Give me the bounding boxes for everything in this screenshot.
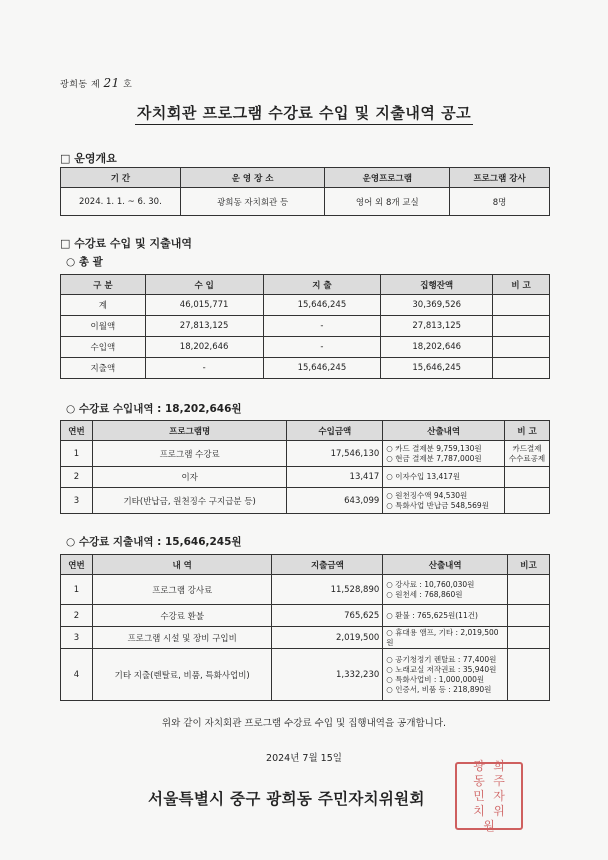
expense-detail-line: ○ 인증서, 비품 등 : 218,890원 xyxy=(386,684,492,694)
income-table xyxy=(60,420,550,514)
expense-name: 프로그램 강사료 xyxy=(92,575,272,605)
overview-table xyxy=(60,167,550,216)
summary-header: 비 고 xyxy=(493,275,550,295)
summary-header: 지 출 xyxy=(263,275,381,295)
expense-note xyxy=(508,605,550,627)
income-details xyxy=(383,467,505,488)
expense-header: 산출내역 xyxy=(383,555,508,575)
expense-table xyxy=(60,554,550,701)
expense-name: 기타 지출(렌탈료, 비품, 특화사업비) xyxy=(92,649,272,701)
expense-note xyxy=(508,627,550,649)
table-row xyxy=(61,488,550,514)
income-no: 3 xyxy=(61,488,93,514)
income-detail-line: ○ 카드 결제분 9,759,130원 xyxy=(386,443,482,453)
table-row xyxy=(61,358,550,379)
income-detail-line: ○ 특화사업 반납금 548,569원 xyxy=(386,500,489,510)
table-row xyxy=(61,337,550,358)
income-no: 1 xyxy=(61,441,93,467)
income-name: 프로그램 수강료 xyxy=(92,441,286,467)
expense-detail-line: ○ 환불 : 765,625원(11건) xyxy=(386,610,478,620)
summary-cell: 27,813,125 xyxy=(381,316,493,337)
income-name: 기타(반납금, 원천징수 구지급분 등) xyxy=(92,488,286,514)
summary-cell: 수입액 xyxy=(61,337,146,358)
expense-amount: 2,019,500 xyxy=(272,627,383,649)
table-row xyxy=(61,627,550,649)
overview-cell: 영어 외 8개 교실 xyxy=(325,188,450,216)
summary-cell: 46,015,771 xyxy=(145,295,263,316)
overview-cell: 2024. 1. 1. ~ 6. 30. xyxy=(61,188,181,216)
seal-glyph: 민 xyxy=(473,788,485,803)
notice-text: 위와 같이 자치회관 프로그램 수강료 수입 및 집행내역을 공개합니다. xyxy=(161,718,447,729)
expense-name: 프로그램 시설 및 장비 구입비 xyxy=(92,627,272,649)
expense-detail-line: ○ 원천세 : 768,860원 xyxy=(386,589,463,599)
doc-number-prefix: 광희동 제 xyxy=(60,80,101,90)
notice-date: 2024년 7월 15일 xyxy=(266,753,342,764)
summary-table xyxy=(60,274,550,379)
expense-detail-line: ○ 노래교실 저작권료 : 35,940원 xyxy=(386,664,497,674)
document-number xyxy=(60,76,132,90)
income-amount: 13,417 xyxy=(287,467,383,488)
expense-header: 내 역 xyxy=(92,555,272,575)
doc-number-suffix: 호 xyxy=(123,80,133,90)
income-name: 이자 xyxy=(92,467,286,488)
expense-detail-line: ○ 특화사업비 : 1,000,000원 xyxy=(386,674,485,684)
income-note xyxy=(505,488,550,514)
summary-cell: 계 xyxy=(61,295,146,316)
overview-header: 운영프로그램 xyxy=(325,168,450,188)
seal-glyph: 치 xyxy=(473,803,485,818)
income-heading: ○ 수강료 수입내역 : 18,202,646원 xyxy=(66,403,242,415)
summary-cell: 15,646,245 xyxy=(263,295,381,316)
expense-note xyxy=(508,575,550,605)
expense-details xyxy=(383,627,508,649)
section-overview-heading: □ 운영개요 xyxy=(60,152,117,165)
expense-detail-line: ○ 공기청정기 렌탈료 : 77,400원 xyxy=(386,654,497,664)
income-header: 산출내역 xyxy=(383,421,505,441)
summary-cell: 18,202,646 xyxy=(381,337,493,358)
income-details xyxy=(383,488,505,514)
income-header: 프로그램명 xyxy=(92,421,286,441)
expense-note xyxy=(508,649,550,701)
summary-cell xyxy=(493,295,550,316)
page-title-text: 자치회관 프로그램 수강료 수입 및 지출내역 공고 xyxy=(135,104,473,125)
seal-glyph: 희 xyxy=(493,758,505,773)
seal-glyph: 자 xyxy=(493,788,505,803)
page-title xyxy=(0,102,608,123)
income-note xyxy=(505,467,550,488)
expense-details xyxy=(383,605,508,627)
expense-detail-line: ○ 휴대용 앰프, 기타 : 2,019,500원 xyxy=(386,627,499,647)
expense-no: 1 xyxy=(61,575,93,605)
seal-glyph: 위 xyxy=(493,803,505,818)
doc-number-value: 21 xyxy=(103,76,120,90)
expense-no: 4 xyxy=(61,649,93,701)
income-details xyxy=(383,441,505,467)
summary-header: 수 입 xyxy=(145,275,263,295)
income-header: 비 고 xyxy=(505,421,550,441)
section-income-expense-heading: □ 수강료 수입 및 지출내역 xyxy=(60,237,192,250)
table-row xyxy=(61,467,550,488)
summary-cell xyxy=(493,337,550,358)
overview-header: 기 간 xyxy=(61,168,181,188)
table-row xyxy=(61,649,550,701)
summary-cell: 지출액 xyxy=(61,358,146,379)
income-header: 연번 xyxy=(61,421,93,441)
expense-details xyxy=(383,649,508,701)
overview-cell: 8명 xyxy=(450,188,550,216)
overview-cell: 광희동 자치회관 등 xyxy=(180,188,325,216)
summary-heading: ○ 총 괄 xyxy=(66,256,103,268)
expense-amount: 765,625 xyxy=(272,605,383,627)
summary-cell: - xyxy=(263,316,381,337)
income-no: 2 xyxy=(61,467,93,488)
table-row xyxy=(61,441,550,467)
summary-header: 집행잔액 xyxy=(381,275,493,295)
table-row xyxy=(61,316,550,337)
expense-header: 비고 xyxy=(508,555,550,575)
expense-amount: 11,528,890 xyxy=(272,575,383,605)
seal-glyph: 동 xyxy=(473,773,485,788)
summary-cell: - xyxy=(145,358,263,379)
overview-header: 운 영 장 소 xyxy=(180,168,325,188)
income-detail-line: ○ 원천징수액 94,530원 xyxy=(386,490,468,500)
income-amount: 17,546,130 xyxy=(287,441,383,467)
income-detail-line: ○ 이자수입 13,417원 xyxy=(386,472,461,481)
expense-no: 3 xyxy=(61,627,93,649)
summary-cell: 30,369,526 xyxy=(381,295,493,316)
income-amount: 643,099 xyxy=(287,488,383,514)
seal-glyph: 원 xyxy=(483,818,495,833)
signature-org: 서울특별시 중구 광희동 주민자치위원회 xyxy=(148,790,425,808)
expense-name: 수강료 환불 xyxy=(92,605,272,627)
expense-detail-line: ○ 강사료 : 10,760,030원 xyxy=(386,579,475,589)
income-note xyxy=(505,441,550,467)
income-note-line: 카드결제 xyxy=(512,443,542,453)
income-detail-line: ○ 현금 결제분 7,787,000원 xyxy=(386,453,482,463)
income-header: 수입금액 xyxy=(287,421,383,441)
expense-header: 연번 xyxy=(61,555,93,575)
overview-header: 프로그램 강사 xyxy=(450,168,550,188)
summary-cell xyxy=(493,316,550,337)
summary-cell: 18,202,646 xyxy=(145,337,263,358)
summary-header: 구 분 xyxy=(61,275,146,295)
seal-glyph: 광 xyxy=(473,758,485,773)
official-seal-stamp xyxy=(455,758,523,833)
summary-cell xyxy=(493,358,550,379)
seal-glyph: 주 xyxy=(493,773,505,788)
summary-cell: 이월액 xyxy=(61,316,146,337)
table-row xyxy=(61,605,550,627)
expense-heading: ○ 수강료 지출내역 : 15,646,245원 xyxy=(66,536,242,548)
expense-details xyxy=(383,575,508,605)
summary-cell: - xyxy=(263,337,381,358)
summary-cell: 15,646,245 xyxy=(263,358,381,379)
income-note-line: 수수료공제 xyxy=(508,453,546,463)
summary-cell: 15,646,245 xyxy=(381,358,493,379)
expense-amount: 1,332,230 xyxy=(272,649,383,701)
summary-cell: 27,813,125 xyxy=(145,316,263,337)
table-row xyxy=(61,295,550,316)
expense-no: 2 xyxy=(61,605,93,627)
expense-header: 지출금액 xyxy=(272,555,383,575)
table-row xyxy=(61,575,550,605)
